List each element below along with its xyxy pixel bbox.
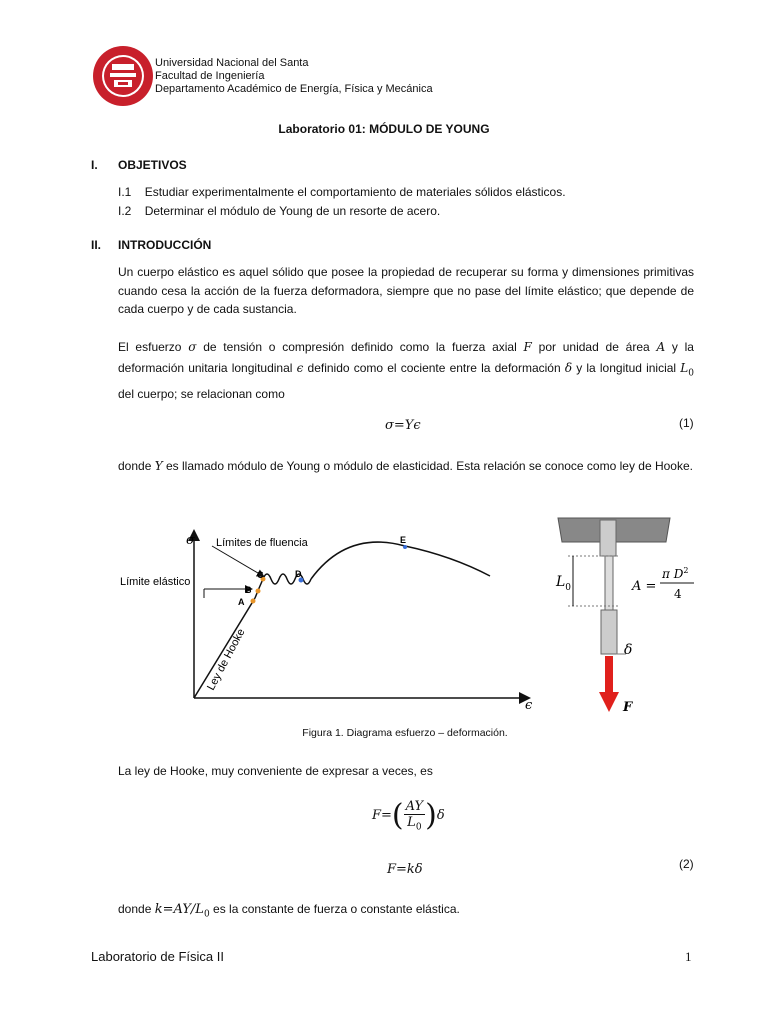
k-definition: $k=AY/L_0$ [154, 902, 210, 920]
objective-2 [118, 204, 440, 218]
objective-1 [118, 185, 566, 199]
delta-label: δ [624, 642, 633, 658]
yield-wiggle [263, 574, 311, 584]
objective-1-text: Estudiar experimentalmente el comportamiento de materiales sólidos elásticos. [144, 185, 566, 199]
document-title: Laboratorio 01: MÓDULO DE YOUNG [278, 122, 490, 136]
point-a-label: A [238, 597, 245, 607]
intro-paragraph-1: Un cuerpo elástico es aquel sólido que posee la propiedad de recuperar su forma y dimensiones primitivas cuando cesa la acción de la fuerza deformadora, siempre que no pase del límite elástico; que depende de cada cuerpo y de cada sustancia. [118, 265, 694, 316]
header-block [155, 57, 433, 96]
para5-text-a: donde [118, 902, 152, 916]
area-formula-den: 4 [674, 587, 682, 601]
area-formula-num: π $D^2$ [662, 566, 689, 581]
eq2a-numerator: AY [405, 798, 424, 814]
point-b-marker [256, 589, 261, 594]
epsilon-axis-label: ϵ [525, 698, 533, 713]
young-symbol: Y [154, 459, 163, 473]
equation-1: σ=Yϵ [385, 418, 421, 433]
section-1-number: I. [91, 158, 98, 172]
para2-text-c: por unidad de área [538, 340, 650, 354]
equation-2a [372, 798, 445, 833]
curve-segment [255, 579, 263, 598]
hooke-law-label: Ley de Hooke [205, 626, 248, 693]
para5-text-b: es la constante de fuerza o constante elástica. [213, 902, 460, 916]
yield-limits-label: Límites de fluencia [216, 537, 308, 549]
elastic-limit-label: Límite elástico [120, 576, 191, 588]
figure-caption: Figura 1. Diagrama esfuerzo – deformación. [302, 727, 508, 739]
area-formula-lhs: A = [632, 579, 657, 594]
intro-paragraph-4: La ley de Hooke, muy conveniente de expresar a veces, es [118, 764, 433, 778]
right-paren: ) [425, 798, 437, 833]
l0-symbol: $L_0$ [680, 361, 694, 379]
force-arrow-head [599, 692, 619, 712]
epsilon-symbol: ϵ [296, 361, 304, 375]
eq2a-lhs: F= [372, 808, 392, 823]
intro-paragraph-3 [118, 457, 694, 476]
point-e-marker [403, 545, 407, 549]
stress-strain-diagram [112, 510, 542, 715]
para3-text-a: donde [118, 459, 152, 473]
hardening-curve [311, 542, 490, 579]
section-1-title: OBJETIVOS [118, 158, 187, 172]
sigma-axis-label: σ [186, 533, 195, 548]
department-name: Departamento Académico de Energía, Física y Mecánica [155, 83, 433, 95]
point-d-label: D [295, 569, 302, 579]
section-2-title: INTRODUCCIÓN [118, 238, 212, 252]
university-name: Universidad Nacional del Santa [155, 57, 309, 69]
para2-text-a: El esfuerzo [118, 340, 182, 354]
page-number: 1 [685, 949, 692, 964]
specimen-diagram [548, 512, 698, 717]
upper-grip [600, 520, 616, 556]
para3-text-b: es llamado módulo de Young o módulo de elasticidad. Esta relación se conoce como ley de Hooke. [165, 459, 693, 473]
objective-1-number: I.1 [118, 185, 132, 199]
intro-paragraph-2 [118, 337, 694, 405]
eq2a-denominator: $L_0$ [407, 814, 422, 833]
yield-pointer-arrow [212, 546, 263, 576]
left-paren: ( [391, 798, 404, 833]
para2-text-d: y la deformación unitaria longitudinal [118, 340, 694, 375]
force-symbol: F [523, 340, 532, 354]
sigma-symbol: σ [188, 340, 197, 354]
para2-text-f: y la longitud inicial [576, 361, 677, 375]
eq2a-fraction [404, 799, 425, 833]
force-label: F [623, 700, 633, 715]
objective-2-number: I.2 [118, 204, 132, 218]
point-a-marker [251, 599, 256, 604]
equation-2b: F=kδ [387, 862, 423, 877]
point-c-label: C [257, 570, 264, 580]
area-symbol: A [656, 340, 666, 354]
objective-2-text: Determinar el módulo de Young de un resorte de acero. [144, 204, 441, 218]
para2-text-b: de tensión o compresión definido como la fuerza axial [203, 340, 517, 354]
intro-paragraph-5 [118, 900, 694, 924]
l0-label: $L_0$ [556, 574, 572, 593]
delta-symbol: δ [564, 361, 573, 375]
hooke-line [194, 598, 255, 698]
university-logo [92, 44, 154, 108]
point-e-label: E [400, 535, 407, 545]
para2-text-e: definido como el cociente entre la deformación [307, 361, 561, 375]
point-b-label: B [245, 585, 252, 595]
equation-1-number: (1) [679, 416, 694, 430]
lower-grip [601, 610, 617, 654]
eq2a-rhs: δ [436, 808, 445, 823]
equation-2-number: (2) [679, 857, 694, 871]
footer-course: Laboratorio de Física II [91, 949, 224, 964]
para2-text-g: del cuerpo; se relacionan como [118, 387, 285, 402]
faculty-name: Facultad de Ingeniería [155, 70, 265, 82]
section-2-number: II. [91, 238, 102, 252]
